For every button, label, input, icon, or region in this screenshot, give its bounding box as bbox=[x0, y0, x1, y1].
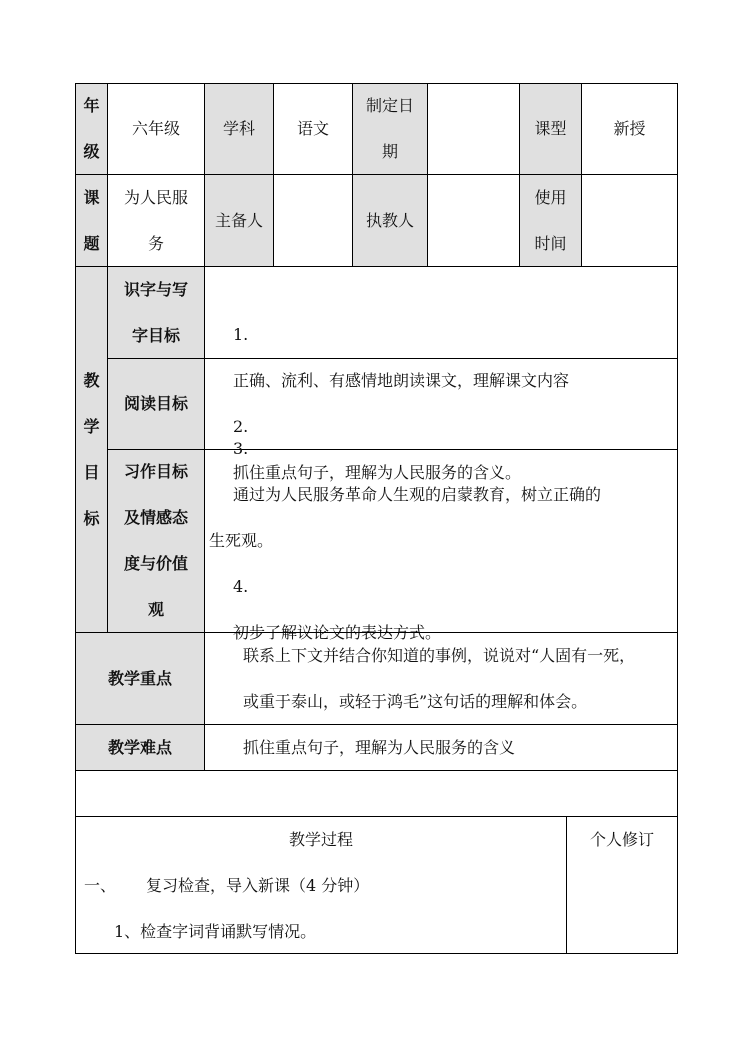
writing-label-line-4: 观 bbox=[147, 600, 164, 619]
personal-revision-cell bbox=[566, 816, 678, 954]
process-title: 教学过程 bbox=[288, 830, 353, 849]
lead-preparer-label: 主备人 bbox=[204, 174, 274, 267]
subject-value: 语文 bbox=[273, 83, 353, 175]
literacy-label-line-1: 识字与写 bbox=[123, 279, 188, 299]
writing-label-line-1: 习作目标 bbox=[123, 462, 188, 481]
literacy-goal-label bbox=[107, 266, 205, 359]
writing-emotion-goal-list bbox=[204, 439, 678, 642]
date-label-line-1: 制定日 bbox=[365, 96, 414, 115]
goals-label-char-4: 标 bbox=[83, 508, 100, 528]
writing-goal-item-number: 4. bbox=[233, 577, 249, 596]
subject-label: 学科 bbox=[204, 83, 274, 175]
date-label bbox=[352, 83, 428, 175]
reading-goal-item-number: 1. bbox=[233, 325, 249, 344]
key-points-lines bbox=[243, 633, 635, 725]
goals-section-label bbox=[75, 266, 108, 633]
literacy-label-line-2: 字目标 bbox=[131, 325, 180, 345]
topic-value-line-1: 为人民服 bbox=[123, 187, 188, 207]
goals-label-char-1: 教 bbox=[83, 370, 100, 390]
grade-label-line-2: 级 bbox=[83, 142, 100, 161]
reading-goal-item-number: 2. bbox=[233, 417, 249, 436]
grade-label-line-1: 年 bbox=[83, 96, 100, 115]
use-time-label-line-2: 时间 bbox=[534, 233, 567, 253]
teaching-process-content bbox=[76, 817, 566, 955]
topic-label bbox=[75, 174, 108, 267]
use-time-label bbox=[519, 174, 582, 267]
blank-row bbox=[75, 770, 678, 817]
writing-emotion-goal-label bbox=[107, 449, 205, 633]
writing-goal-item-text: 初步了解议论文的表达方式。 bbox=[233, 623, 442, 642]
topic-label-line-2: 题 bbox=[83, 233, 100, 253]
lesson-type-label: 课型 bbox=[519, 83, 582, 175]
reading-goal-item-text: 正确、流利、有感情地朗读课文，理解课文内容 bbox=[233, 371, 570, 390]
teaching-process-cell bbox=[75, 816, 567, 954]
use-time-label-line-1: 使用 bbox=[534, 187, 567, 207]
difficulties-text: 抓住重点句子，理解为人民服务的含义 bbox=[204, 724, 678, 771]
grade-value: 六年级 bbox=[107, 83, 205, 175]
reading-goal-item bbox=[233, 312, 569, 404]
goals-label-char-3: 目 bbox=[83, 462, 100, 482]
key-points-label: 教学重点 bbox=[75, 632, 205, 725]
key-points-text bbox=[204, 632, 678, 725]
teacher-value bbox=[427, 174, 520, 267]
date-label-line-2: 期 bbox=[381, 142, 398, 161]
writing-goal-item-3 bbox=[209, 426, 601, 518]
date-value bbox=[427, 83, 520, 175]
lead-preparer-value bbox=[273, 174, 353, 267]
process-step-1 bbox=[76, 863, 566, 909]
writing-label-line-3: 度与价值 bbox=[123, 554, 188, 573]
goals-label-char-2: 学 bbox=[83, 416, 100, 436]
teacher-label: 执教人 bbox=[352, 174, 428, 267]
difficulties-label: 教学难点 bbox=[75, 724, 205, 771]
topic-label-line-1: 课 bbox=[83, 187, 100, 207]
writing-goal-item-number: 3. bbox=[233, 439, 249, 458]
grade-label bbox=[75, 83, 108, 175]
key-points-line-2: 或重于泰山，或轻于鸿毛”这句话的理解和体会。 bbox=[243, 691, 588, 711]
process-step-1-sub: 1、检查字词背诵默写情况。 bbox=[114, 922, 317, 941]
process-step-1-number: 一、 bbox=[84, 876, 117, 895]
topic-value bbox=[107, 174, 205, 267]
personal-revision-label: 个人修订 bbox=[589, 830, 654, 849]
process-step-1-text: 复习检查，导入新课（4 分钟） bbox=[146, 876, 370, 895]
topic-value-line-2: 务 bbox=[147, 233, 164, 253]
reading-goal-item-text: 抓住重点句子，理解为人民服务的含义。 bbox=[233, 463, 522, 482]
writing-goal-item-3-cont: 生死观。 bbox=[209, 531, 274, 550]
writing-goal-items bbox=[209, 426, 601, 656]
writing-goal-item-text: 通过为人民服务革命人生观的启蒙教育，树立正确的 bbox=[233, 485, 602, 504]
writing-label-line-2: 及情感态 bbox=[123, 508, 188, 527]
reading-goal-label: 阅读目标 bbox=[107, 358, 205, 450]
lesson-type-value: 新授 bbox=[581, 83, 678, 175]
use-time-value bbox=[581, 174, 678, 267]
key-points-line-1: 联系上下文并结合你知道的事例，说说对“人固有一死， bbox=[243, 645, 636, 665]
